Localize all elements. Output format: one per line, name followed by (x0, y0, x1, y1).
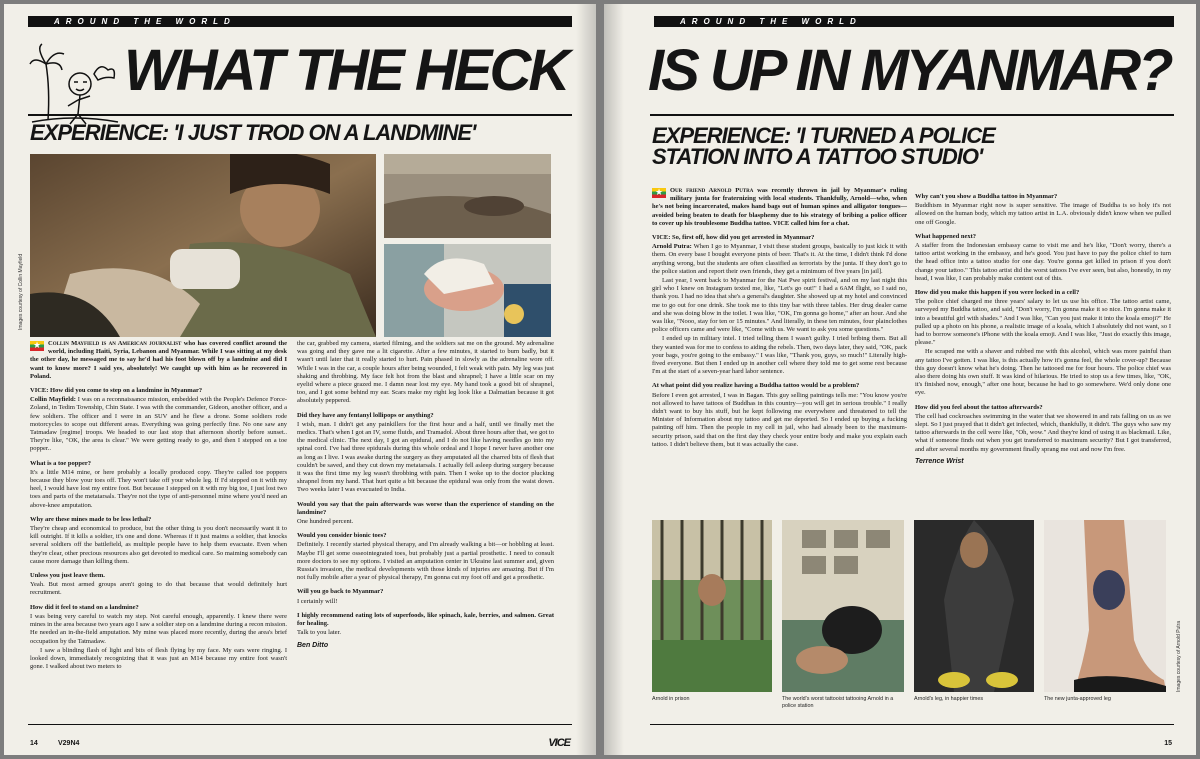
interview-answer: The cell had cockroaches swimming in the water that we showered in and rats falling on us as we slept. So I just prayed that it didn't get infected, which, thankfully, it didn't. The guys who saw my tattoo afterwards in the cell were like, "Oh, wow." And they're kind of using it as blackmail. Like, what if someone finds out when you get transferred to maximum security? But I got transferred, and after several months my government finally sprang me out and now I'm free. (915, 412, 1171, 453)
article-column-left-2 (297, 340, 554, 714)
photo-caption: Arnold in prison (652, 696, 690, 702)
interview-question: At what point did you realize having a Buddha tattoo would be a problem? (652, 382, 860, 390)
photo-caption: The new junta-approved leg (1044, 696, 1111, 702)
interview-question: Why are these mines made to be less lethal? (30, 515, 152, 523)
interview-body (652, 234, 907, 449)
interview-answer: I certainly will! (297, 597, 338, 605)
interview-answer: Buddhism in Myanmar right now is super sensitive. The image of Buddha is so holy it's not allowed on the human body, which my tattoo artist in L.A. obviously didn't know when we pulled one off Google. (915, 202, 1171, 226)
interview-question: What happened next? (915, 232, 977, 240)
section-banner: AROUND THE WORLD (654, 16, 1174, 27)
answer-text: When I go to Myanmar, I visit these student groups, basically to just kick it with them. On every base I bought everyone pints of beer. That's it. At the time, I didn't think I'd done anything wrong, but the students are often classified as terrorists by the junta. If they don't go to the police station and report their own friends, they get a minimum of five years [in jail]. (652, 243, 907, 275)
photo-credit-right: Images courtesy of Arnold Putra (1176, 620, 1182, 692)
interview-answer: Yeah. But most armed groups aren't going to do that because that would definitely hurt recruitment. (30, 581, 287, 597)
article-column-right-1 (652, 187, 907, 517)
interview-answer: One hundred percent. (297, 518, 354, 526)
speaker-name: Collin Mayfield: (30, 396, 76, 404)
interview-answer: Talk to you later. (297, 629, 341, 637)
stretcher-photo (384, 154, 551, 238)
interview-answer: A staffer from the Indonesian embassy came to visit me and he's like, "Don't worry, there's a tattoo artist working in the embassy, and he's good. You just have to pay the police chief to turn the head office into a tattoo studio for one day. You're gonna get killed in prison if you don't change your tattoo." This tattoo artist did the worst tattoos I've ever seen, but also, honestly, in my head, I was like, I can probably make content out of this. (915, 242, 1171, 282)
interview-question: Would you say that the pain afterwards was worse than the experience of standing on the landmine? (297, 500, 554, 516)
article-subhead: EXPERIENCE: 'I JUST TROD ON A LANDMINE' (30, 120, 476, 145)
interview-answer (30, 396, 287, 453)
interview-question: VICE: How did you come to step on a landmine in Myanmar? (30, 387, 203, 395)
photo-caption: The world's worst tattooist tattooing Arnold in a police station (782, 696, 894, 709)
page-gutter-shadow (604, 4, 624, 755)
interview-answer: I saw a blinding flash of light and bits of flesh flying by my face. My ears were ringing. I looked down, immediately recognizing that it was just an M14 because my entire foot wasn't gone. I walked about two meters to (30, 646, 287, 671)
photo-credit-left: Images courtesy of Collin Mayfield (18, 253, 24, 330)
headline-part-two: IS UP IN MYANMAR? (648, 38, 1171, 103)
interview-body (915, 193, 1171, 454)
interview-answer: the car, grabbed my camera, started filming, and the soldiers sat me on the ground. My adrenaline was going and they gave me a lit cigarette. After a few minutes, it started to burn badly, but it wasn't until later that it really started to hurt. Pain phased in slowly as the adrenaline wore off. While I was in the car, a couple hours after being wounded, I felt weak with pain. My leg was just shaking and throbbing. My face felt hot from the blast and shrapnel; I have a little scar on my eyelid where a piece grazed me. I damn near lost my eye. My hand took a good bit of shrapnel, too, and I got some behind my ear. Scars make my right leg look like a Dalmatian because it got absolutely peppered. (297, 340, 554, 405)
page-number: 14 (30, 740, 38, 747)
speaker-name: Arnold Putra: (652, 243, 692, 251)
interview-answer: It's a little M14 mine, or here probably a locally produced copy. They're called toe poppers because they blow your toes off. They won't take off your whole leg. If I'd stepped on it with my heel, I would have lost my entire foot. But because I stepped on it with my big toe, I just lost two toes and parts of the metatarsals. They're not the type of anti-personnel mine where you'd need an above-knee amputation. (30, 468, 287, 509)
arnold-in-prison-photo (652, 520, 772, 692)
author-signature: Ben Ditto (297, 641, 329, 649)
vice-logo: VICE (548, 737, 570, 749)
beach-doodle-illustration (28, 34, 120, 126)
interview-question: I highly recommend eating lots of superfoods, like spinach, kale, berries, and salmon. Great for healing. (297, 611, 554, 628)
author-signature: Terrence Wrist (915, 457, 964, 465)
footer-rule (28, 724, 572, 725)
junta-approved-leg-photo (1044, 520, 1166, 692)
left-page (4, 4, 596, 755)
intro-paragraph: ★ Our friend Arnold Putra was recently thrown in jail by Myanmar's ruling military junta for fraternizing with local students. Thankfully, Arnold—who, when he's not being incarcerated, makes hand bags out of human spines and alligator tongues—avoided being beaten to death for blasphemy due to his strategy of bribing a police officer to cover up his troublesome Buddha tattoo. VICE called him for a chat. (652, 187, 907, 227)
interview-question: VICE: So, first off, how did you get arrested in Myanmar? (652, 234, 815, 242)
interview-answer: He scraped me with a shaver and rubbed me with this alcohol, which was more painful than any tattoo I've gotten. I was like, is this actually how it's gonna feel, the whole cover-up? Because this guy doesn't know what he's doing. Then he tattooed me for four hours. The police chief was also there doing his own stuff. It was kind of hilarious. He tried to stop us a few times, like, "OK, it's finished now, enough," after one hour, because he had to go somewhere. We'd only done one eye. (915, 348, 1171, 397)
footer-rule (650, 724, 1174, 725)
interview-question: How did you make this happen if you were locked in a cell? (915, 289, 1080, 297)
photo-caption: Arnold's leg, in happier times (914, 696, 984, 702)
article-column-left-1 (30, 340, 287, 714)
interview-answer: Definitely. I recently started physical therapy, and I'm already walking a bit—or hobbling at least. Maybe I'll get some osseointegrated toes, but probably just a partial prosthetic. I need to consult more doctors to see my options. I visited an amputation center in Ukraine last summer and, given Russia's invasion, the medical developments with those kinds of injuries are amazing. But if I'm not fully mobile after a year of physical therapy, I'm gonna cut my foot off and get a prosthetic. (297, 541, 554, 582)
interview-body (297, 340, 554, 638)
interview-answer: I was being very careful to watch my step. Not careful enough, apparently. I knew there were mines in the area because two years ago I saw a soldier step on a landmine during a recon mission. He needed an in-the-field amputation. My mine was placed more recently, during the area's brief occupation by the Tatmadaw. (30, 612, 287, 645)
interview-question: How did it feel to stand on a landmine? (30, 603, 139, 611)
interview-question: How did you feel about the tattoo afterwards? (915, 403, 1043, 411)
intro-paragraph: ★ Collin Mayfield is an American journalist who has covered conflict around the world, including Haiti, Syria, Lebanon and Myanmar. While I was sitting at my desk the other day, he messaged me to say he'd had his foot blown off by a landmine and did I want to know more? I said yes, absolutely! We caught up with him as he recovered in Poland. (30, 340, 287, 380)
interview-answer (652, 243, 907, 276)
interview-answer: I wish, man. I didn't get any painkillers for the first hour and a half, until we finally met the medics. That's when I got an IV, some fluids, and Tramadol. About three hours after that, we got to the medical clinic. The next day, I got an epidural, and I do not like having needles go into my spinal cord. I've had three epidurals during this whole ordeal and I hope I never have another one as long as I live. I was awake during the surgery as they amputated all the charred bits of flesh that couldn't be saved, and they cut down my metatarsals. I actually fell asleep during surgery because it was the first time my leg wasn't throbbing with pain. Then I woke up to the doctor plucking shrapnel from my hand. That hurt quite a bit because the epidural was only from the waist down. Two weeks later I was evacuated to India. (297, 420, 554, 494)
section-banner: AROUND THE WORLD (28, 16, 572, 27)
answer-text: I was on a reconnaissance mission, embedded with the People's Defence Force-Zoland, in Tedim Township, Chin State. I was with the commander, Gideon, another officer, and a few soldiers. The officer and I were in an SUV and he flew a drone. Some soldiers rode motorcycles to scope out different areas. Everything was going perfectly fine. No one saw any Tatmadaw [regime] troops. We headed to our last stop that afternoon shortly before sunset.. They're like, "OK, the area is clear." We were getting ready to go, and then I stepped on a toe popper.. (30, 396, 287, 453)
myanmar-flag-icon: ★ (652, 188, 666, 198)
soldier-injured-photo (30, 154, 376, 337)
interview-question: Would you consider bionic toes? (297, 532, 387, 540)
headline-rule (28, 114, 572, 116)
page-number: 15 (1164, 740, 1172, 747)
interview-question: Will you go back to Myanmar? (297, 588, 384, 596)
article-column-right-2 (915, 187, 1171, 517)
leg-happier-times-photo (914, 520, 1034, 692)
interview-body (30, 387, 287, 671)
interview-question: What is a toe popper? (30, 459, 92, 467)
interview-answer: Before I even got arrested, I was in Bagan. This guy selling paintings tells me: "You know you're not allowed to have tattoos of Buddhas in this country—you will get in serious trouble." I really didn't want to buy his stuff, but he kept following me everywhere and threatened to tell the Minister of Information about my tattoo and get me deported. So I ended up buying a fucking painting off him. Then the people in my cell in jail, who had already been to the maximum-security prison, said that on the first day they check your entire body and make you explain each tattoo. I didn't believe them, but it was actually the case. (652, 391, 907, 448)
headline-part-one: WHAT THE HECK (124, 38, 568, 103)
page-gutter-shadow (576, 4, 596, 755)
interview-question: Unless you just leave them. (30, 572, 105, 580)
interview-answer: They're cheap and economical to produce, but the other thing is you don't necessarily want it to kill outright. If it kills a soldier, it's one and done. Whereas if it just maims a soldier, that knocks several soldiers off the battlefield, as multiple people have to help them evacuate. Even when they're clear, other precious resources also get devoted to medical care. So maiming somebody can cause more damage than killing them. (30, 525, 287, 565)
interview-answer: The police chief charged me three years' salary to let us use his office. The tattoo artist came, surveyed my Buddha tattoo, and said, "Don't worry, I'm gonna make it so nice. I'm gonna make it into a beautiful girl with shades." And I was like, "Can you just make it into the koala emoji?" He pulled up a photo on his phone, a realistic image of a koala, which I absolutely did not want, so I had to borrow someone's iPhone with the koala emoji. And I was like, "Just do exactly this image, please." (915, 298, 1171, 347)
myanmar-flag-icon: ★ (30, 341, 44, 351)
surgery-photo (384, 244, 551, 337)
article-subhead: EXPERIENCE: 'I TURNED A POLICE STATION INTO A TATTOO STUDIO' (652, 123, 995, 169)
interview-question: Did they have any fentanyl lollipops or anything? (297, 411, 434, 419)
right-page (604, 4, 1196, 755)
headline-rule (650, 114, 1174, 116)
interview-answer: Last year, I went back to Myanmar for the Nat Pwe spirit festival, and on my last night this girl who I knew on Instagram texted me, like, "Let's go out!" I had a 6AM flight, so I said no, thank you. I had no idea that she's a general's daughter. She showed up at my hotel and convinced me to go out for one drink. She took me to this tiny bar with three tables. Her drug dealer came and she was doing blow in the toilet. I was like, "OK, I'm gonna go home," after an hour. And she was like, "Nooo, stay for ten or 15 minutes." And literally, in these ten minutes, four plainclothes police officers came and were like, "Come with us. We want to ask you some questions." (652, 277, 907, 334)
issue-number: V29N4 (58, 740, 80, 747)
interview-answer: I ended up in military intel. I tried telling them I wasn't guilty. I tried bribing them. But all they wanted was for me to confess to aiding the rebels. Then, two days later, they said, "OK, pack your bags, you're going to the embassy." I was like, "Thank you, guys, so much!" Literally high-fived everyone. But then I ended up in another cell where they told me to get some rest because I'm at the start of a seven-year hard labor sentence. (652, 335, 907, 376)
tattoo-in-police-station-photo (782, 520, 904, 692)
interview-question: Why can't you show a Buddha tattoo in Myanmar? (915, 193, 1058, 200)
